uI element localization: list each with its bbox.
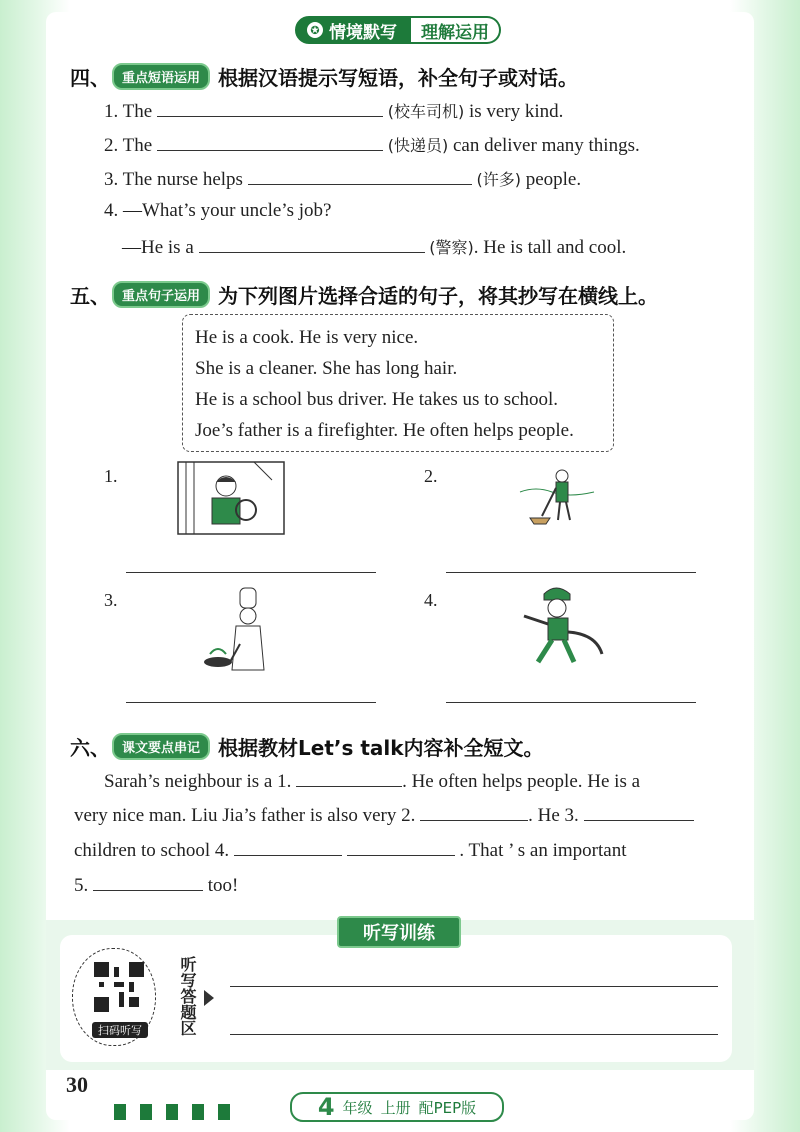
section5-title xyxy=(70,280,658,309)
answer-line-4[interactable] xyxy=(446,702,696,703)
qr-label: 扫码听写 xyxy=(92,1022,148,1038)
s4-q4-hint: (警察) xyxy=(429,238,474,257)
medal-icon: ✪ xyxy=(307,22,323,38)
passage-blank-4a[interactable] xyxy=(234,837,342,856)
answer-area-label: 听写答题区 xyxy=(178,956,197,1036)
dictation-line-2[interactable] xyxy=(230,1034,718,1035)
section5-tag: 重点句子运用 xyxy=(112,281,210,308)
s4-q2-blank[interactable] xyxy=(157,132,383,151)
s4-q4-text-b: . He is tall and cool. xyxy=(473,237,627,258)
qr-code-icon[interactable] xyxy=(94,962,144,1012)
s4-q1-blank[interactable] xyxy=(157,98,383,117)
s4-q2-text-a: 2. The xyxy=(104,135,153,156)
passage-text: children to school 4. xyxy=(74,840,230,861)
s4-question-4b xyxy=(122,234,626,259)
answer-line-2[interactable] xyxy=(446,572,696,573)
dictation-line-1[interactable] xyxy=(230,986,718,987)
grade-number: 4 xyxy=(317,1093,335,1121)
passage-text: . He 3. xyxy=(528,805,579,826)
picture-number-1: 1. xyxy=(104,466,118,486)
s4-q1-text-a: 1. The xyxy=(104,101,153,122)
answer-line-1[interactable] xyxy=(126,572,376,573)
option-sentence: Joe’s father is a firefighter. He often helps people. xyxy=(195,420,574,441)
s4-question-4a: 4. —What’s your uncle’s job? xyxy=(104,200,332,221)
footer-stripes xyxy=(114,1104,230,1120)
section5-instruction: 为下列图片选择合适的句子，将其抄写在横线上。 xyxy=(218,284,659,308)
cleaner-picture xyxy=(516,462,598,528)
section4-tag: 重点短语运用 xyxy=(112,63,210,90)
firefighter-picture xyxy=(516,584,612,670)
passage-text: very nice man. Liu Jia’s father is also very 2. xyxy=(74,805,416,826)
section6-num: 六、 xyxy=(70,736,110,760)
s4-q3-blank[interactable] xyxy=(248,166,472,185)
passage-text: . That ’ s an important xyxy=(459,840,627,861)
s4-q4-text-a: —He is a xyxy=(122,237,194,258)
listening-card xyxy=(60,935,732,1062)
section4-instruction: 根据汉语提示写短语，补全句子或对话。 xyxy=(218,66,579,90)
volume-label: 上册 xyxy=(380,1098,411,1117)
s4-question-3 xyxy=(104,166,581,191)
picture-number-2: 2. xyxy=(424,466,438,486)
s4-q4-blank[interactable] xyxy=(199,234,425,253)
passage-line-3 xyxy=(74,837,627,862)
section6-tag: 课文要点串记 xyxy=(112,733,210,760)
s4-q3-text-a: 3. The nurse helps xyxy=(104,169,243,190)
passage-text: too! xyxy=(207,875,239,896)
passage-blank-4b[interactable] xyxy=(347,837,455,856)
passage-text: . He often helps people. He is a xyxy=(402,771,641,792)
section-header xyxy=(295,16,501,44)
header-left-label: 情境默写 xyxy=(329,22,397,43)
option-sentence: He is a school bus driver. He takes us to school. xyxy=(195,389,559,410)
section4-num: 四、 xyxy=(70,66,110,90)
section6-instruction: 根据教材Let’s talk内容补全短文。 xyxy=(218,736,544,760)
option-sentence: He is a cook. He is very nice. xyxy=(195,327,419,348)
s4-q3-hint: (许多) xyxy=(476,170,521,189)
passage-line-2 xyxy=(74,802,694,827)
passage-text: Sarah’s neighbour is a 1. xyxy=(104,771,292,792)
s4-q3-text-b: people. xyxy=(525,169,582,190)
sentence-options-box xyxy=(182,314,614,452)
passage-line-1 xyxy=(104,768,640,793)
header-left xyxy=(295,16,411,44)
answer-line-3[interactable] xyxy=(126,702,376,703)
bus-driver-picture xyxy=(176,460,286,536)
edition-label: 配PEP版 xyxy=(418,1098,477,1117)
passage-blank-2[interactable] xyxy=(420,802,528,821)
passage-blank-3[interactable] xyxy=(584,802,694,821)
picture-number-3: 3. xyxy=(104,590,118,610)
s4-q2-text-b: can deliver many things. xyxy=(452,135,640,156)
s4-q1-hint: (校车司机) xyxy=(387,102,465,121)
passage-text: 5. xyxy=(74,875,89,896)
picture-number-4: 4. xyxy=(424,590,438,610)
s4-q2-hint: (快递员) xyxy=(387,136,449,155)
s4-question-1 xyxy=(104,98,563,123)
page-number: 30 xyxy=(66,1072,88,1097)
passage-blank-1[interactable] xyxy=(296,768,402,787)
grade-label: 年级 xyxy=(342,1098,373,1117)
s4-question-2 xyxy=(104,132,640,157)
passage-blank-5[interactable] xyxy=(93,872,203,891)
section4-title xyxy=(70,62,578,91)
section5-num: 五、 xyxy=(70,284,110,308)
cook-picture xyxy=(200,584,274,678)
passage-line-4 xyxy=(74,872,238,897)
s4-q1-text-b: is very kind. xyxy=(468,101,564,122)
arrow-right-icon xyxy=(204,990,214,1006)
option-sentence: She is a cleaner. She has long hair. xyxy=(195,358,458,379)
edition-badge xyxy=(290,1092,504,1122)
section6-title xyxy=(70,732,544,761)
listening-title: 听写训练 xyxy=(337,916,461,948)
header-right-label: 理解运用 xyxy=(411,16,501,44)
